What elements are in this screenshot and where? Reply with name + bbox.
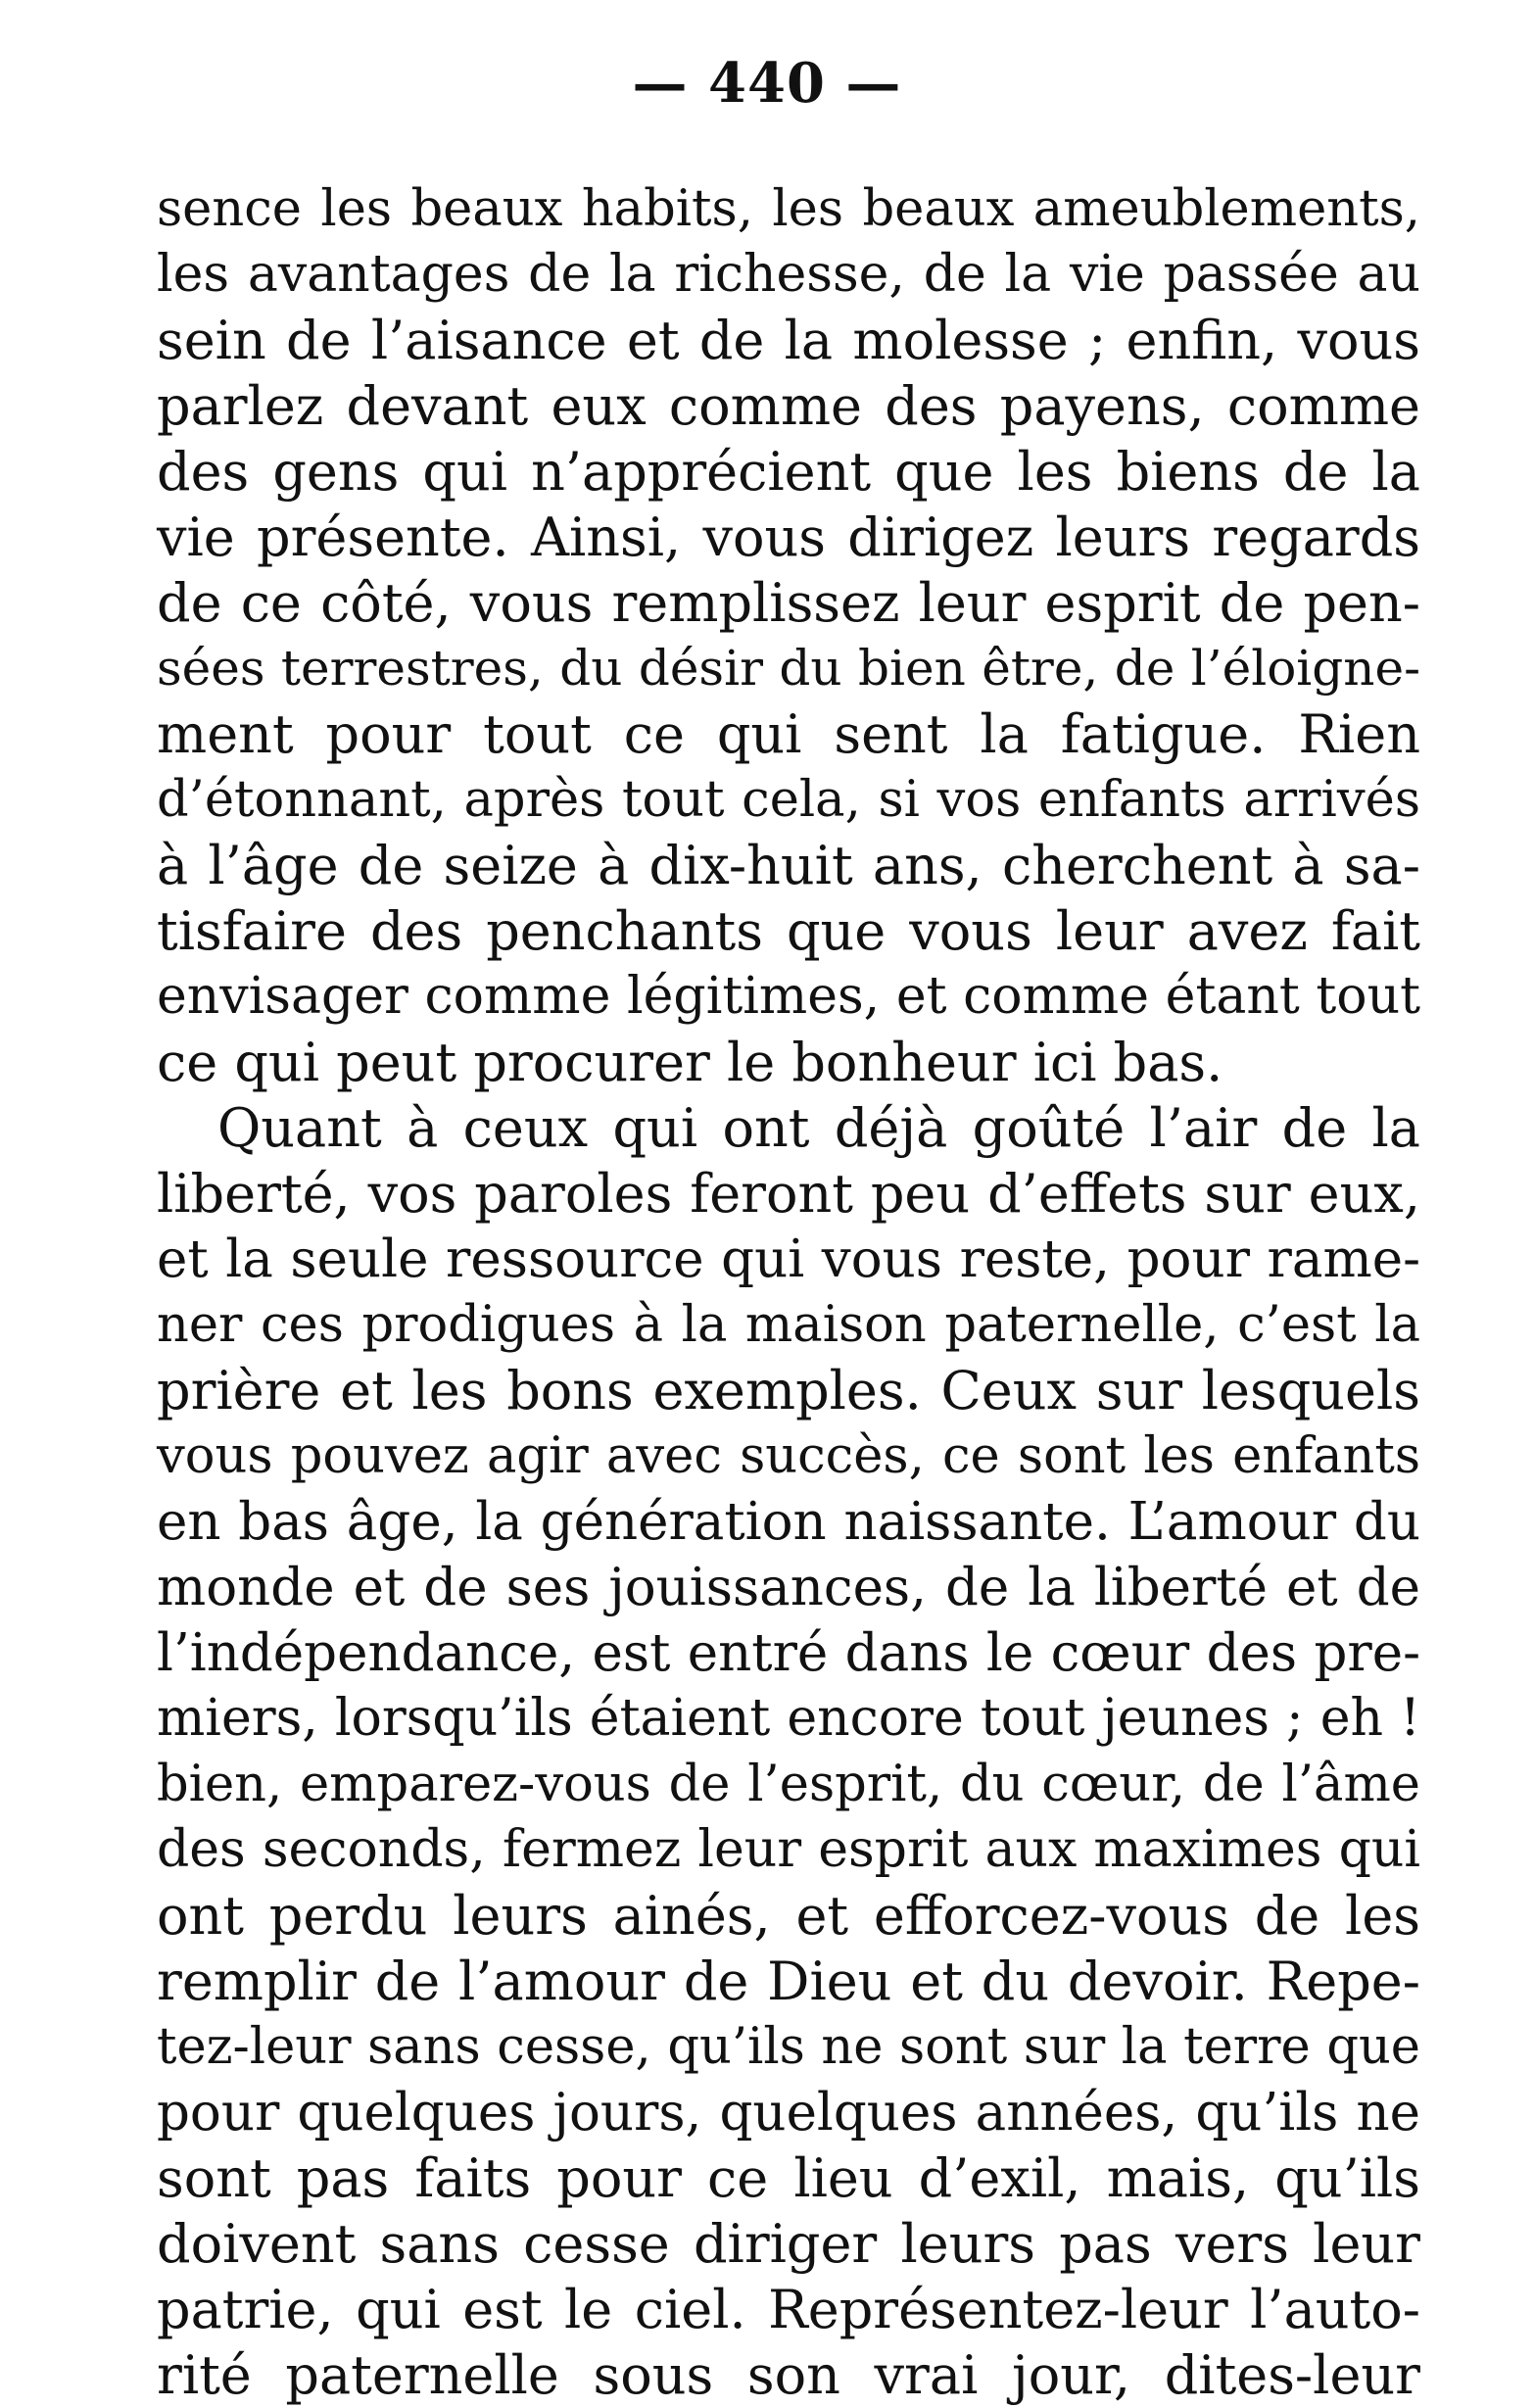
text-line: ment pour tout ce qui sent la fatigue. Rien <box>157 703 1420 765</box>
text-line: des seconds, fermez leur esprit aux maximes qui <box>157 1820 1420 1879</box>
text-line: ner ces prodigues à la maison paternelle, c’est la <box>157 1296 1420 1354</box>
page-number: — 440 — <box>632 51 902 116</box>
text-line: remplir de l’amour de Dieu et du devoir. Repe- <box>157 1950 1420 2012</box>
text-line: sées terrestres, du désir du bien être, de l’éloigne- <box>157 640 1420 697</box>
text-line: des gens qui n’apprécient que les biens de la <box>157 441 1420 503</box>
text-line: miers, lorsqu’ils étaient encore tout jeunes ; eh ! <box>157 1689 1420 1748</box>
text-line: sont pas faits pour ce lieu d’exil, mais, qu’ils <box>157 2147 1420 2209</box>
text-line: en bas âge, la génération naissante. L’amour du <box>157 1492 1420 1552</box>
body-text <box>157 176 1420 2408</box>
text-line: tez-leur sans cesse, qu’ils ne sont sur la terre que <box>157 2018 1420 2076</box>
text-line: monde et de ses jouissances, de la liberté et de <box>157 1558 1420 1617</box>
text-line: l’indépendance, est entré dans le cœur des pre- <box>157 1623 1420 1683</box>
text-line: pour quelques jours, quelques années, qu’ils ne <box>157 2083 1420 2143</box>
text-line: vie présente. Ainsi, vous dirigez leurs regards <box>157 506 1420 568</box>
text-line: envisager comme légitimes, et comme étant tout <box>157 967 1420 1026</box>
text-line: vous pouvez agir avec succès, ce sont les enfants <box>157 1427 1420 1485</box>
text-line: les avantages de la richesse, de la vie passée au <box>157 245 1420 304</box>
text-line: parlez devant eux comme des payens, comme <box>157 375 1420 437</box>
text-line: d’étonnant, après tout cela, si vos enfants arrivés <box>157 771 1420 829</box>
paragraph <box>157 1095 1420 2408</box>
text-line: doivent sans cesse diriger leurs pas vers leur <box>157 2213 1420 2275</box>
text-line: rité paternelle sous son vrai jour, dites-leur <box>157 2344 1420 2406</box>
text-line: sence les beaux habits, les beaux ameublements, <box>157 180 1420 238</box>
text-line: et la seule ressource qui vous reste, pour rame- <box>157 1229 1420 1289</box>
text-line: patrie, qui est le ciel. Représentez-leur l’auto- <box>157 2279 1420 2340</box>
text-line: ce qui peut procurer le bonheur ici bas. <box>157 1032 1223 1093</box>
text-line: tisfaire des penchants que vous leur avez fait <box>157 900 1420 962</box>
text-line: de ce côté, vous remplissez leur esprit de pen- <box>157 572 1420 634</box>
text-line: Quant à ceux qui ont déjà goûté l’air de la <box>217 1097 1420 1159</box>
paragraph <box>157 176 1420 1095</box>
text-line: à l’âge de seize à dix-huit ans, cherchent à sa- <box>157 835 1420 896</box>
text-line: bien, emparez-vous de l’esprit, du cœur, de l’âme <box>157 1756 1420 1813</box>
text-line: sein de l’aisance et de la molesse ; enfin, vous <box>157 310 1420 371</box>
text-line: ont perdu leurs ainés, et efforcez-vous de les <box>157 1885 1420 1947</box>
text-line: liberté, vos paroles feront peu d’effets sur eux, <box>157 1163 1420 1225</box>
text-line: prière et les bons exemples. Ceux sur lesquels <box>157 1360 1420 1421</box>
